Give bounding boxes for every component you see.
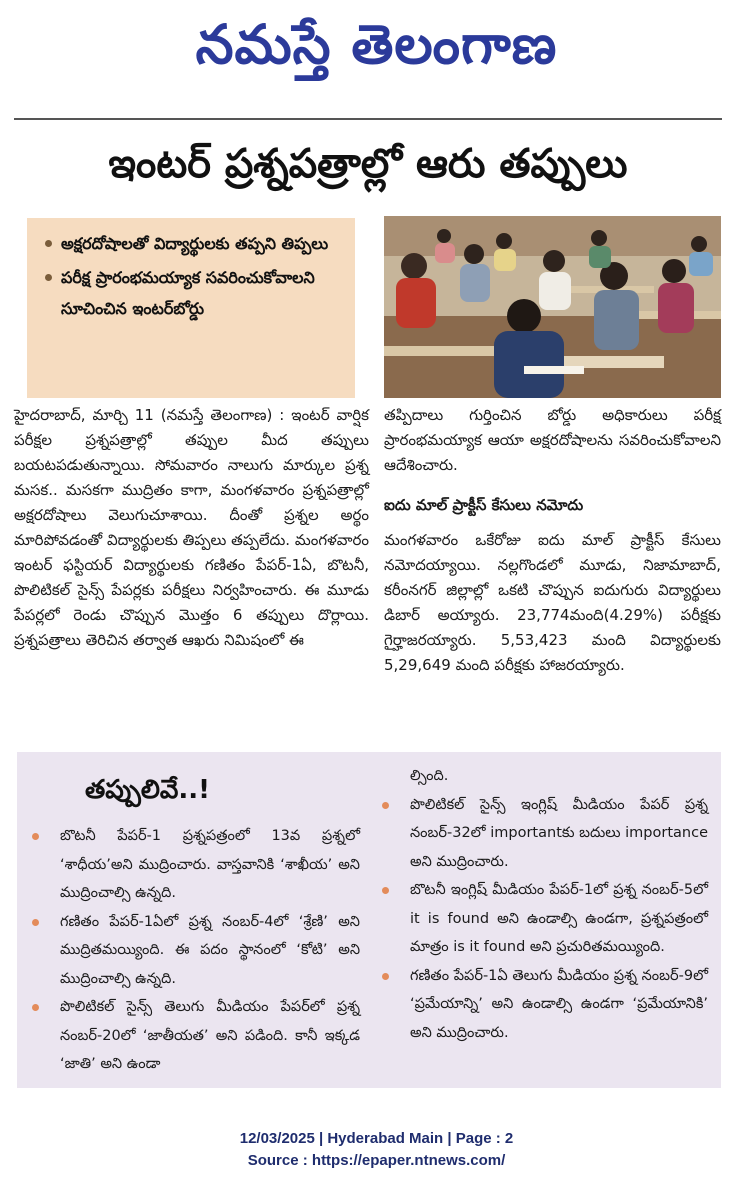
error-item: గణితం పేపర్-1ఏ తెలుగు మీడియం ప్రశ్న నంబర్-9లో ‘ప్రమేయాన్ని’ అని ఉండాల్సి ఉండగా ‘ప్రమేయానికి’ అని ముద్రించారు. [380,962,708,1048]
article-subhead: ఐదు మాల్ ప్రాక్టీస్ కేసులు నమోదు [384,496,584,514]
error-item-continuation: ల్సింది. [410,768,449,784]
bullet-icon [382,802,389,809]
highlight-item: అక్షరదోషాలతో విద్యార్థులకు తప్పని తిప్పలు [45,228,341,259]
bullet-icon [32,833,39,840]
highlight-item: పరీక్ష ప్రారంభమయ్యాక సవరించుకోవాలని సూచించిన ఇంటర్‌బోర్డు [45,262,341,324]
error-item: బొటనీ ఇంగ్లిష్ మీడియం పేపర్-1లో ప్రశ్న నంబర్-5లో it is found అని ఉండాల్సి ఉండగా, ప్రశ్నపత్రంలో మాత్రం is it found అని ప్రచురితమయ్యింది. [380,876,708,962]
bullet-icon [45,274,52,281]
errors-list-left [30,822,360,1079]
bullet-icon [32,1004,39,1011]
highlights-box [27,218,355,398]
bullet-icon [32,919,39,926]
bullet-icon [45,240,52,247]
error-item: పొలిటికల్ సైన్స్ తెలుగు మీడియం పేపర్‌లో ప్రశ్న నంబర్-20లో ‘జాతీయత’ అని పడింది. కానీ ఇక్కడ ‘జాతి’ అని ఉండా [30,993,360,1079]
bullet-icon [382,973,389,980]
page-footer [0,1128,753,1172]
article-paragraph: హైదరాబాద్, మార్చి 11 (నమస్తే తెలంగాణ) : ఇంటర్ వార్షిక పరీక్షల ప్రశ్నపత్రాల్లో తప్పుల మీద తప్పులు బయటపడుతున్నాయి. సోమవారం నాలుగు మార్కుల ప్రశ్న మసక.. మసకగా ముద్రితం కాగా, మంగళవారం ప్రశ్నపత్రాల్లో అక్షరదోషాలు వెలుగుచూశాయి. దీంతో ప్రశ్నల అర్థం మారిపోవడంతో విద్యార్థులకు తిప్పలు తప్పలేదు. మంగళవారం ఇంటర్ ఫస్టియర్ విద్యార్థులకు గణితం పేపర్-1ఏ, బొటనీ, పొలిటికల్ సైన్స్ పేపర్లకు పరీక్షలు నిర్వహించారు. ఈ మూడు పేపర్లలో రెండు చొప్పున మొత్తం 6 తప్పులు దొర్లాయి. ప్రశ్నపత్రాలు తెరిచిన తర్వాత ఆఖరు నిమిషంలో ఈ [14,406,369,649]
error-item: గణితం పేపర్-1ఏలో ప్రశ్న నంబర్-4లో ‘శ్రేణి’ అని ముద్రితమయ్యింది. ఈ పదం స్థానంలో ‘కోటి’ అని ముద్రించాల్సి ఉన్నది. [30,908,360,994]
article-headline: ఇంటర్ ప్రశ్నపత్రాల్లో ఆరు తప్పులు [108,141,628,187]
bullet-icon [382,887,389,894]
article-body-right [384,403,721,678]
exam-hall-photo [384,216,721,398]
footer-edition-info: 12/03/2025 | Hyderabad Main | Page : 2 [239,1130,514,1147]
article-paragraph: మంగళవారం ఒకేరోజు ఐదు మాల్ ప్రాక్టీస్ కేసులు నమోదయ్యాయి. నల్లగొండలో మూడు, నిజామాబాద్, కరీంనగర్ జిల్లాల్లో ఒకటి చొప్పున ఐదుగురు విద్యార్థులు డిబార్ అయ్యారు. 23,774మంది(4.29%) పరీక్షకు గైర్హాజరయ్యారు. 5,53,423 మంది విద్యార్థులకు 5,29,649 మంది పరీక్షకు హాజరయ్యారు. [384,531,721,674]
article-body-left [14,403,369,653]
errors-list-right [380,762,708,1047]
errors-box-title: తప్పులివే..! [85,775,211,805]
article-paragraph: తప్పిదాలు గుర్తించిన బోర్డు అధికారులు పరీక్ష ప్రారంభమయ్యాక ఆయా అక్షరదోషాలను సవరించుకోవాలని ఆదేశించారు. [384,406,721,474]
header-divider [14,118,722,120]
footer-source[interactable]: Source : https://epaper.ntnews.com/ [247,1152,506,1169]
masthead-logo: నమస్తే తెలంగాణ [195,12,558,76]
error-item: పొలిటికల్ సైన్స్ ఇంగ్లిష్ మీడియం పేపర్ ప్రశ్న నంబర్-32లో importantకు బదులు importance అని ముద్రించారు. [380,791,708,877]
error-item: బొటనీ పేపర్-1 ప్రశ్నపత్రంలో 13వ ప్రశ్నలో ‘శాధీయ’అని ముద్రించారు. వాస్తవానికి ‘శాఖీయ’ అని ముద్రించాల్సి ఉన్నది. [30,822,360,908]
